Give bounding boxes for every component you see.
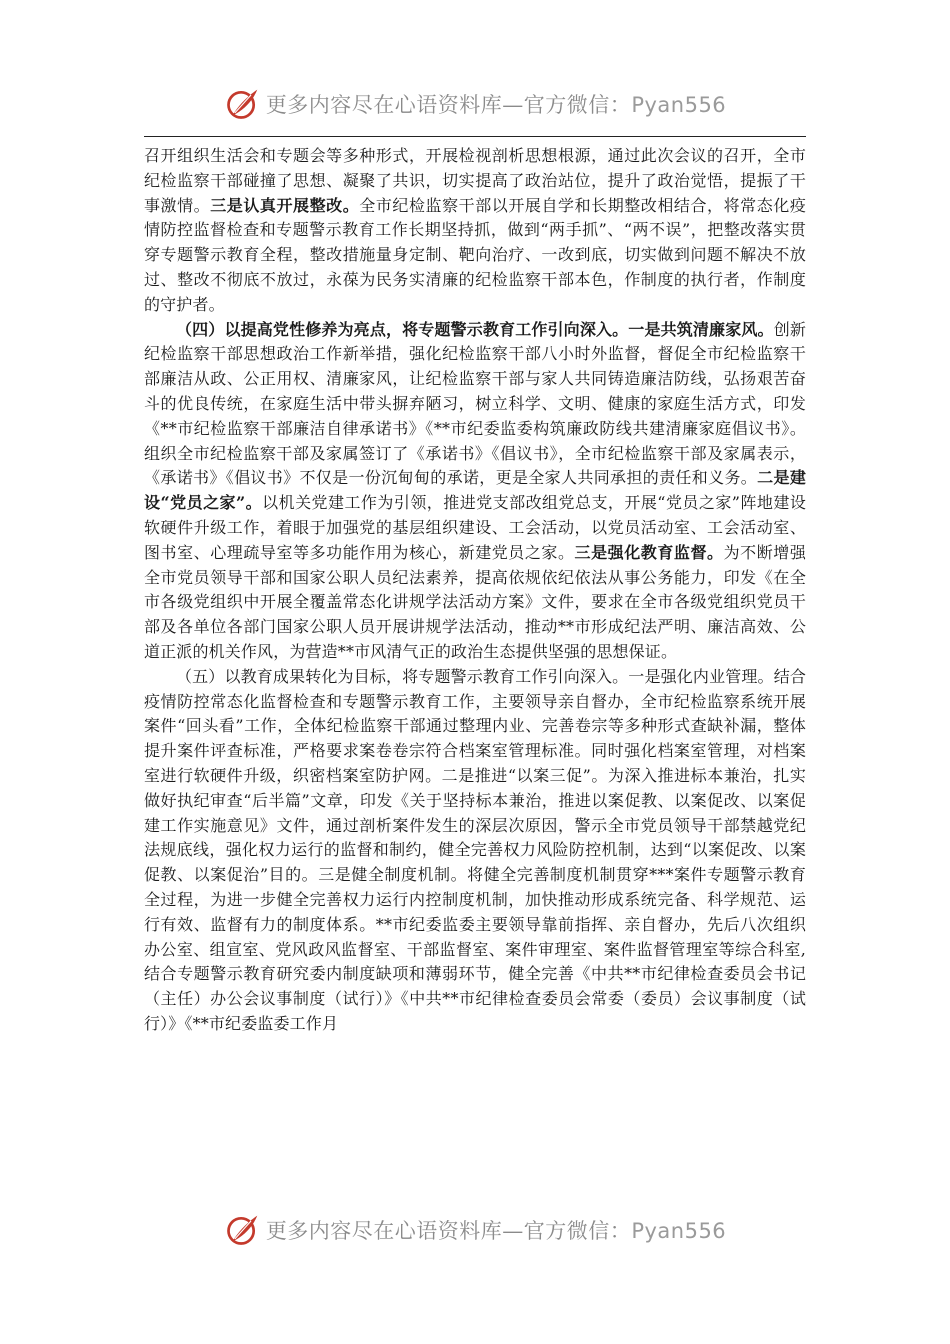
- paragraph-continued: 召开组织生活会和专题会等多种形式，开展检视剖析思想根源，通过此次会议的召开，全市纪检监察干部碰撞了思想、凝聚了共识，切实提高了政治站位，提升了政治觉悟，提振了干事激情。三是认真开展整改。全市纪检监察干部以开展自学和长期整改相结合，将常态化疫情防控监督检查和专题警示教育工作长期坚持抓，做到“两手抓”、“两不误”，把整改落实贯穿专题警示教育全程，整改措施量身定制、靶向治疗、一改到底，切实做到问题不解决不放过、整改不彻底不放过，永葆为民务实清廉的纪检监察干部本色，作制度的执行者，作制度的守护者。: [144, 146, 806, 314]
- footer-banner: [0, 1208, 950, 1252]
- paragraph-section-5: （五）以教育成果转化为目标，将专题警示教育工作引向深入。一是强化内业管理。结合疫情防控常态化监督检查和专题警示教育工作，主要领导亲自督办，全市纪检监察系统开展案件“回头看”工作，全体纪检监察干部通过整理内业、完善卷宗等多种形式查缺补漏，整体提升案件评查标准，严格要求案卷卷宗符合档案室管理标准。同时强化档案室管理，对档案室进行软硬件升级，织密档案室防护网。二是推进“以案三促”。为深入推进标本兼治，扎实做好执纪审查“后半篇”文章，印发《关于坚持标本兼治，推进以案促教、以案促改、以案促建工作实施意见》文件，通过剖析案件发生的深层次原因，警示全市党员领导干部禁越党纪法规底线，强化权力运行的监督和制约，健全完善权力风险防控机制，达到“以案促改、以案促教、以案促治”目的。三是健全制度机制。将健全完善制度机制贯穿***案件专题警示教育全过程，为进一步健全完善权力运行内控制度机制，加快推动形成系统完备、科学规范、运行有效、监督有力的制度体系。**市纪委监委主要领导靠前指挥、亲自督办，先后八次组织办公室、组宣室、党风政风监督室、干部监督室、案件审理室、案件监督管理室等综合科室,结合专题警示教育研究委内制度缺项和薄弱环节，健全完善《中共**市纪律检查委员会书记（主任）办公会议事制度（试行）》《中共**市纪律检查委员会常委（委员）会议事制度（试行）》《**市纪委监委工作月: [144, 666, 806, 1033]
- wechat-id: Pyan556: [631, 1219, 727, 1243]
- header-divider: [144, 136, 806, 137]
- footer-banner-text: 更多内容尽在心语资料库—官方微信：Pyan556: [265, 1219, 727, 1243]
- quill-circle-icon: [224, 1212, 260, 1248]
- document-body: [144, 144, 806, 1037]
- header-banner: [0, 82, 950, 126]
- wechat-id: Pyan556: [631, 93, 727, 117]
- quill-circle-icon: [224, 86, 260, 122]
- header-banner-text: 更多内容尽在心语资料库—官方微信：Pyan556: [265, 93, 727, 117]
- paragraph-section-4: （四）以提高党性修养为亮点，将专题警示教育工作引向深入。一是共筑清廉家风。创新纪检监察干部思想政治工作新举措，强化纪检监察干部八小时外监督，督促全市纪检监察干部廉洁从政、公正用权、清廉家风，让纪检监察干部与家人共同铸造廉洁防线，弘扬艰苦奋斗的优良传统，在家庭生活中带头摒弃陋习，树立科学、文明、健康的家庭生活方式，印发《**市纪检监察干部廉洁自律承诺书》《**市纪委监委构筑廉政防线共建清廉家庭倡议书》。组织全市纪检监察干部及家属签订了《承诺书》《倡议书》，全市纪检监察干部及家属表示，《承诺书》《倡议书》不仅是一份沉甸甸的承诺，更是全家人共同承担的责任和义务。二是建设“党员之家”。以机关党建工作为引领，推进党支部改组党总支，开展“党员之家”阵地建设软硬件升级工作，着眼于加强党的基层组织建设、工会活动，以党员活动室、工会活动室、图书室、心理疏导室等多功能作用为核心，新建党员之家。三是强化教育监督。为不断增强全市党员领导干部和国家公职人员纪法素养，提高依规依纪依法从事公务能力，印发《在全市各级党组织中开展全覆盖常态化讲规学法活动方案》文件，要求在全市各级党组织党员干部及各单位各部门国家公职人员开展讲规学法活动，推动**市形成纪法严明、廉洁高效、公道正派的机关作风，为营造**市风清气正的政治生态提供坚强的思想保证。: [144, 319, 807, 661]
